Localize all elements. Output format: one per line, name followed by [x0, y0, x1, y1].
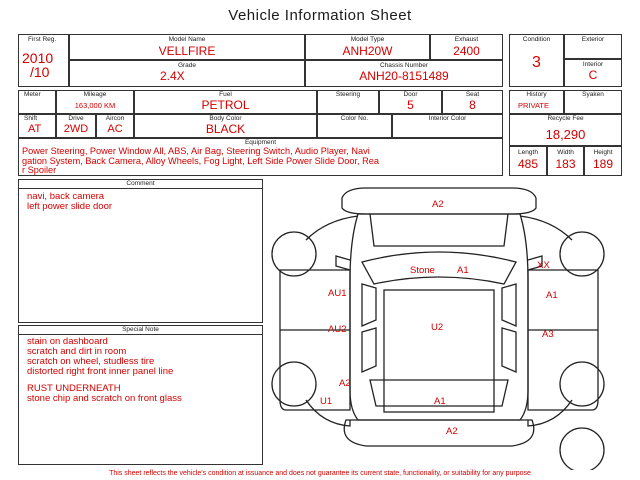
special-note-line: scratch on wheel, studless tire [27, 356, 155, 367]
recycle-fee-label: Recycle Fee [547, 115, 584, 122]
mileage-label: Mileage [83, 91, 107, 98]
right-front-fender [520, 216, 572, 240]
equipment-line: r Spoiler [22, 165, 57, 175]
chassis-label: Chassis Number [379, 62, 429, 69]
model-type-label: Model Type [350, 36, 385, 43]
left-mirror [336, 256, 350, 270]
color-no-label: Color No. [340, 115, 369, 122]
equipment-line: Power Steering, Power Window All, ABS, Air Bag, Steering Switch, Audio Player, Navi [22, 146, 370, 156]
exterior-label: Exterior [581, 36, 605, 43]
shift-label: Shift [24, 115, 38, 122]
fuel-label: Fuel [219, 91, 232, 98]
first-reg-label: First Reg. [28, 36, 57, 43]
equipment-text [22, 147, 379, 176]
height-value: 189 [592, 157, 614, 171]
spare-wheel-icon [560, 428, 604, 470]
history-value: PRIVATE [518, 101, 549, 110]
seat-value: 8 [469, 98, 476, 112]
hood-outline [370, 214, 508, 246]
comment-text [27, 192, 112, 212]
comment-line: left power slide door [27, 201, 113, 212]
special-note-label: Special Note [122, 326, 159, 333]
mileage-value: 163,000 KM [74, 101, 116, 110]
sheet-title: Vehicle Information Sheet [228, 7, 412, 24]
damage-mark: A1 [546, 290, 558, 301]
door-label: Door [403, 91, 418, 98]
disclaimer-footer: This sheet reflects the vehicle's condition at issuance and does not guarantee its current state, functionality, or suitability for any purpose [109, 470, 531, 477]
length-value: 485 [517, 157, 539, 171]
aircon-label: Aircon [105, 115, 125, 122]
roof-outline [384, 290, 494, 412]
first-reg-month: /10 [30, 64, 50, 80]
seat-label: Seat [465, 91, 480, 98]
grade-label: Grade [177, 62, 197, 69]
special-note-line: stone chip and scratch on front glass [27, 393, 182, 404]
equipment-label: Equipment [244, 139, 277, 146]
length-label: Length [518, 149, 538, 156]
damage-mark: A2 [339, 378, 351, 389]
aircon-value: AC [107, 123, 123, 135]
damage-mark: Stone [410, 265, 435, 276]
meter-label: Meter [24, 91, 41, 98]
right-rear-panel [528, 400, 572, 426]
fuel-value: PETROL [201, 98, 250, 112]
drive-label: Drive [68, 115, 84, 122]
history-label: History [526, 91, 547, 98]
door-value: 5 [407, 98, 414, 112]
exhaust-label: Exhaust [454, 36, 479, 43]
damage-mark: A1 [457, 265, 469, 276]
damage-mark: AU2 [328, 324, 347, 335]
condition-value: 3 [532, 54, 541, 71]
drive-value: 2WD [63, 123, 89, 135]
damage-mark: A3 [542, 329, 554, 340]
damage-mark: A2 [446, 426, 458, 437]
special-note-line: scratch and dirt in room [27, 346, 127, 357]
chassis-value: ANH20-8151489 [359, 69, 449, 83]
special-note-text [27, 337, 182, 404]
grade-value: 2.4X [160, 69, 185, 83]
damage-mark: A1 [434, 396, 446, 407]
model-type-value: ANH20W [342, 44, 393, 58]
width-label: Width [557, 149, 574, 156]
damage-mark: U1 [320, 396, 333, 407]
special-note-line: stain on dashboard [27, 336, 108, 347]
left-front-fender [306, 216, 358, 240]
right-doors-outline [528, 270, 598, 410]
first-reg-year: 2010 [22, 50, 54, 66]
width-value: 183 [555, 157, 576, 171]
damage-mark: XX [537, 260, 550, 271]
special-note-line: distorted right front inner panel line [27, 366, 174, 377]
body-color-label: Body Color [209, 115, 242, 122]
windshield-outline [362, 252, 516, 284]
rear-left-wheel-icon [272, 362, 316, 406]
comment-line: navi, back camera [27, 191, 105, 202]
equipment-line: gation System, Back Camera, Alloy Wheels, Fog Light, Left Side Power Slide Door, Rea [22, 155, 379, 166]
right-side-windows [502, 284, 516, 372]
model-name-value: VELLFIRE [158, 44, 216, 58]
damage-mark: AU1 [328, 288, 347, 299]
comment-label: Comment [126, 180, 155, 187]
car-damage-diagram [266, 180, 626, 470]
interior-value: C [588, 68, 598, 82]
interior-label: Interior [582, 61, 604, 68]
damage-mark: U2 [431, 322, 444, 333]
special-note-line: RUST UNDERNEATH [27, 383, 121, 394]
car-body-outline [350, 214, 528, 420]
exhaust-value: 2400 [453, 44, 480, 58]
shift-value: AT [28, 123, 42, 135]
damage-mark: A2 [432, 199, 444, 210]
condition-label: Condition [522, 36, 551, 43]
recycle-fee-value: 18,290 [545, 127, 586, 142]
body-color-value: BLACK [205, 122, 246, 136]
rear-bumper-outline [344, 420, 534, 446]
left-side-windows [362, 284, 376, 372]
interior-color-label: Interior Color [428, 115, 467, 122]
steering-label: Steering [335, 91, 361, 98]
height-label: Height [593, 149, 613, 156]
model-name-label: Model Name [168, 36, 206, 43]
syaken-label: Syaken [582, 91, 604, 98]
